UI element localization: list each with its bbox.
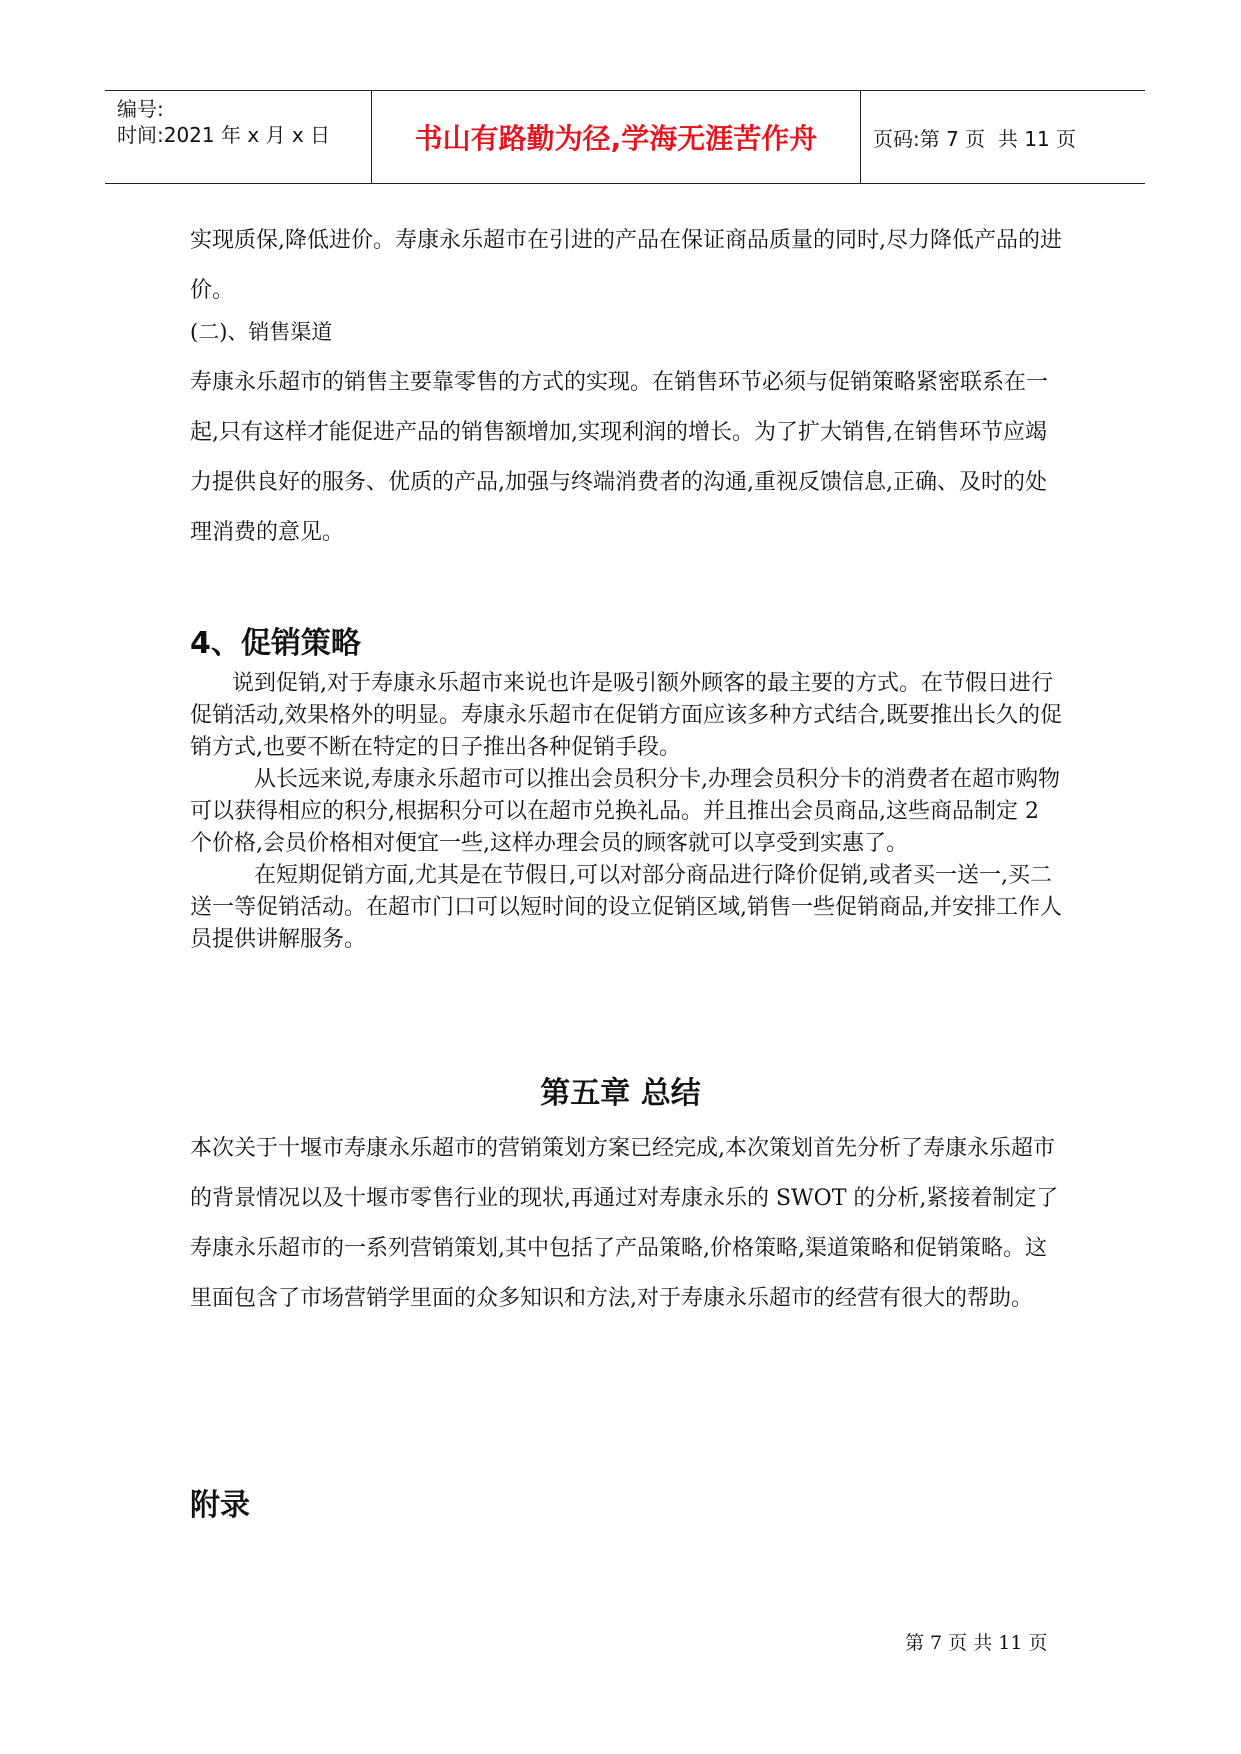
- page-footer: 第 7 页 共 11 页: [905, 1632, 1048, 1654]
- paragraph-promotion-2: 从长远来说,寿康永乐超市可以推出会员积分卡,办理会员积分卡的消费者在超市购物可以获得相应的积分,根据积分可以在超市兑换礼品。并且推出会员商品,这些商品制定 2 个价格,会员价格相对便宜一些,这样办理会员的顾客就可以享受到实惠了。: [190, 767, 1060, 856]
- chapter-title: 第五章 总结: [540, 1076, 701, 1111]
- paragraph-sales-channel: 寿康永乐超市的销售主要靠零售的方式的实现。在销售环节必须与促销策略紧密联系在一起,只有这样才能促进产品的销售额增加,实现利润的增长。为了扩大销售,在销售环节应竭力提供良好的服务、优质的产品,加强与终端消费者的沟通,重视反馈信息,正确、及时的处理消费的意见。: [190, 370, 1049, 545]
- paragraph-promotion-3: 在短期促销方面,尤其是在节假日,可以对部分商品进行降价促销,或者买一送一,买二送一等促销活动。在超市门口可以短时间的设立促销区域,销售一些促销商品,并安排工作人员提供讲解服务。: [190, 863, 1062, 952]
- paragraph-promotion-1: 说到促销,对于寿康永乐超市来说也许是吸引额外顾客的最主要的方式。在节假日进行促销活动,效果格外的明显。寿康永乐超市在促销方面应该多种方式结合,既要推出长久的促销方式,也要不断在特定的日子推出各种促销手段。: [190, 671, 1062, 760]
- date-label: 时间:2021 年 x 月 x 日: [117, 123, 331, 147]
- heading-promotion-strategy: 4、促销策略: [190, 626, 361, 661]
- appendix-heading: 附录: [190, 1488, 250, 1523]
- paragraph-summary: 本次关于十堰市寿康永乐超市的营销策划方案已经完成,本次策划首先分析了寿康永乐超市的背景情况以及十堰市零售行业的现状,再通过对寿康永乐的 SWOT 的分析,紧接着制定了寿康永乐超市的一系列营销策划,其中包括了产品策略,价格策略,渠道策略和促销策略。这里面包含了市场营销学里面的众多知识和方法,对于寿康永乐超市的经营有很大的帮助。: [190, 1136, 1059, 1311]
- header-motto: 书山有路勤为径,学海无涯苦作舟: [372, 91, 861, 183]
- header-page-info-cell: [861, 91, 1145, 183]
- promotion-section: [190, 668, 1065, 956]
- subheading-sales-channel: (二)、销售渠道: [190, 320, 333, 344]
- serial-number-label: 编号:: [117, 97, 164, 121]
- paragraph-quality: 实现质保,降低进价。寿康永乐超市在引进的产品在保证商品质量的同时,尽力降低产品的进价。: [190, 228, 1062, 303]
- header-page-info: 页码:第 7 页 共 11 页: [873, 126, 1077, 151]
- document-header: [105, 90, 1145, 184]
- header-meta-cell: [105, 91, 372, 183]
